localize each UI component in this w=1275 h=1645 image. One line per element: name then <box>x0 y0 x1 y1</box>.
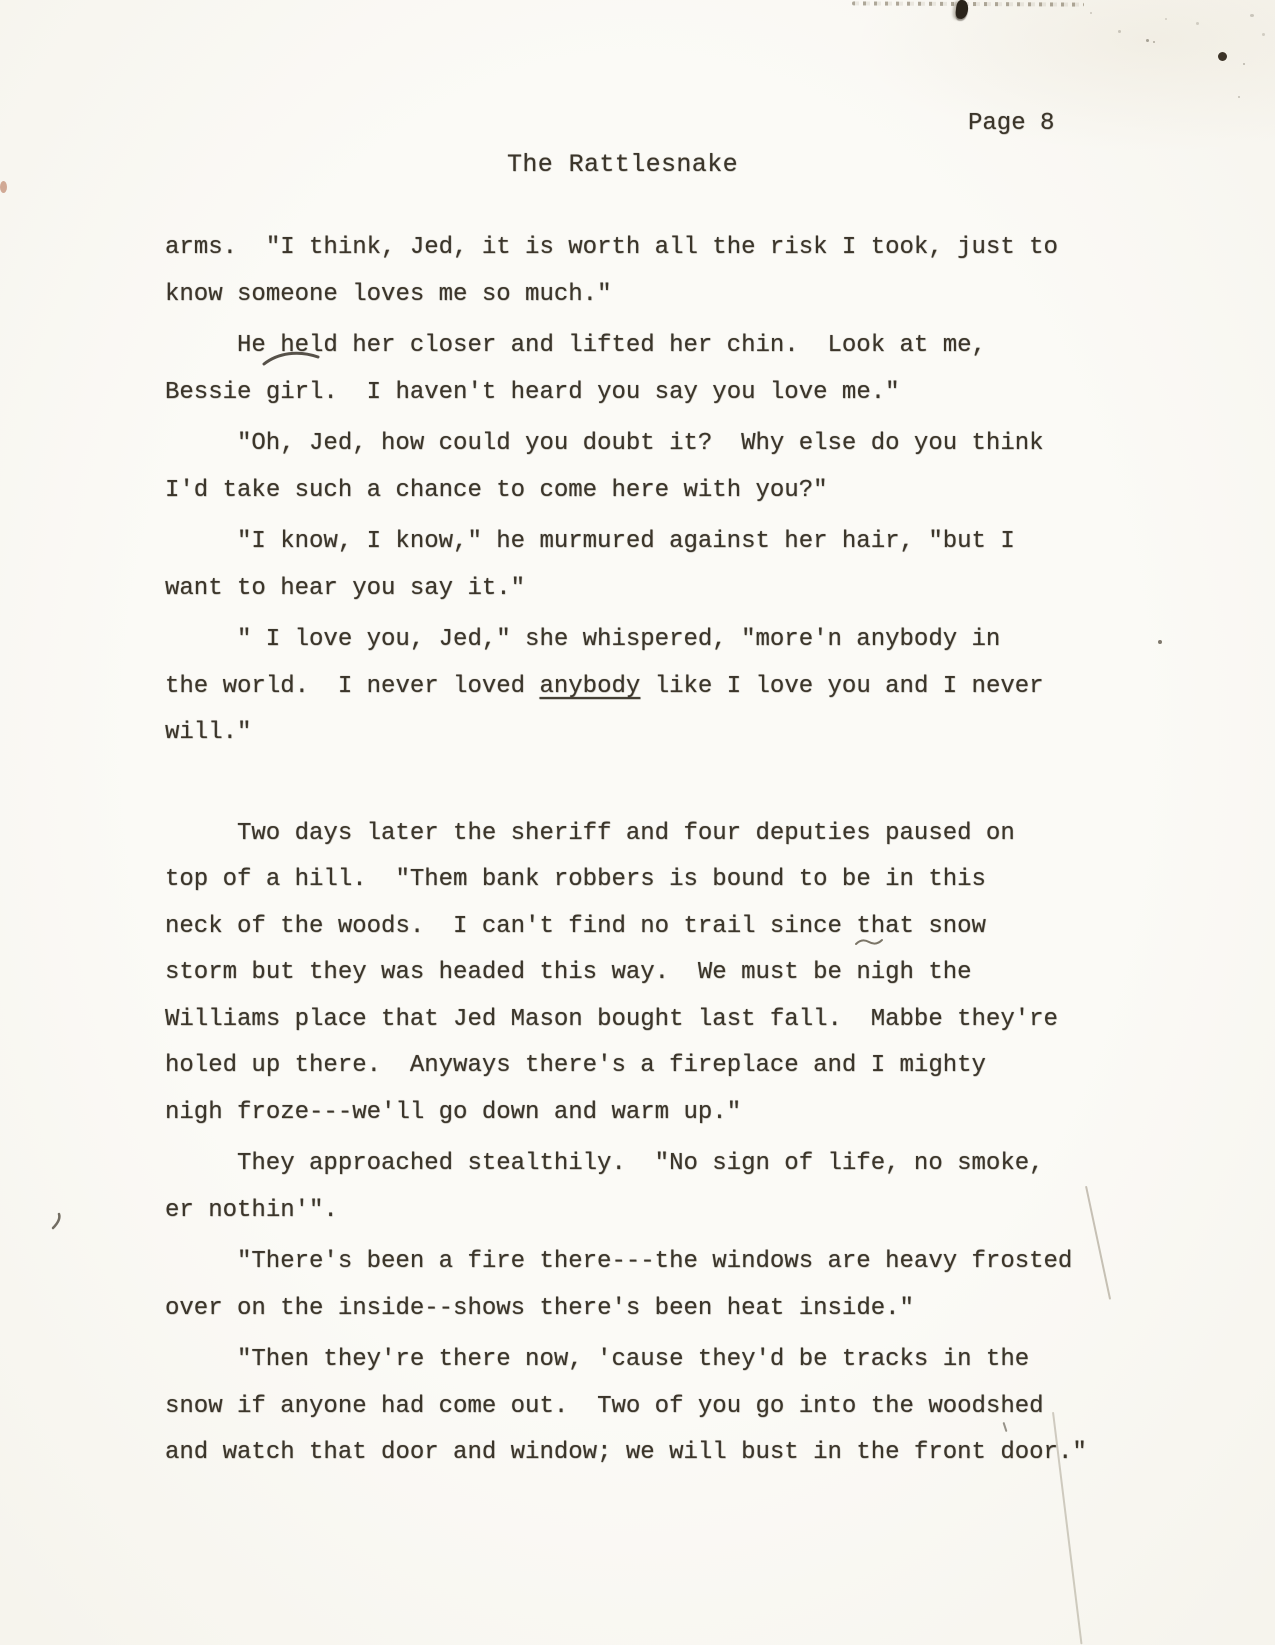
page-number: Page 8 <box>968 110 1055 137</box>
text-line: They approached stealthily. "No sign of life, no smoke, <box>237 1150 1044 1177</box>
text-line: storm but they was headed this way. We must be nigh the <box>165 959 972 986</box>
scan-scratch <box>1085 1186 1111 1300</box>
paper-speck <box>1165 18 1167 20</box>
text-line: "I know, I know," he murmured against her hair, "but I <box>237 528 1015 555</box>
underlined-word: anybody <box>539 672 641 700</box>
text-line: Williams place that Jed Mason bought last fall. Mabbe they're <box>165 1005 1058 1033</box>
paper-speck <box>1250 14 1254 17</box>
text-line: er nothin'". <box>165 1196 338 1224</box>
text-line: holed up there. Anyways there's a fireplace and I mighty <box>165 1052 986 1079</box>
paper-speck <box>1243 63 1245 65</box>
paper-speck <box>0 181 7 193</box>
text-line: arms. "I think, Jed, it is worth all the risk I took, just to <box>165 234 1058 261</box>
paragraph <box>165 1141 1087 1234</box>
paper-speck <box>1118 30 1121 33</box>
paper-speck <box>1090 12 1092 14</box>
text-line: Two days later the sheriff and four deputies paused on <box>237 819 1015 847</box>
paragraph <box>165 225 1087 318</box>
paper-speck <box>1146 39 1149 42</box>
text-line: snow if anyone had come out. Two of you go into the woodshed <box>165 1392 1044 1420</box>
text-line: and watch that door and window; we will bust in the front door." <box>165 1439 1087 1466</box>
text-line: "Oh, Jed, how could you doubt it? Why else do you think <box>237 430 1044 457</box>
text-line: "There's been a fire there---the windows are heavy frosted <box>237 1248 1073 1275</box>
text-line: nigh froze---we'll go down and warm up." <box>165 1098 742 1126</box>
paragraph <box>165 519 1087 612</box>
scan-smudge-line <box>852 1 1084 6</box>
paragraph <box>165 421 1087 514</box>
text-line: I'd take such a chance to come here with you?" <box>165 476 828 504</box>
text-segment: like I love you and I never <box>640 672 1044 700</box>
handwritten-comma-mark <box>50 1212 64 1230</box>
paper-speck <box>1218 52 1227 61</box>
paper-speck <box>1196 22 1199 25</box>
paragraph <box>165 811 1087 1137</box>
text-line: know someone loves me so much." <box>165 280 612 308</box>
text-line <box>165 664 1087 711</box>
document-title: The Rattlesnake <box>506 150 739 179</box>
text-line: over on the inside--shows there's been heat inside." <box>165 1294 914 1322</box>
text-line: Bessie girl. I haven't heard you say you love me." <box>165 378 900 406</box>
text-line: will." <box>165 719 252 746</box>
paragraph <box>165 617 1087 757</box>
text-line: neck of the woods. I can't find no trail since that snow <box>165 912 986 940</box>
paper-speck <box>1153 41 1155 43</box>
text-segment: the world. I never loved <box>165 672 540 700</box>
text-line: "Then they're there now, 'cause they'd be tracks in the <box>237 1346 1030 1373</box>
ink-blob <box>955 0 969 20</box>
paper-speck <box>1262 33 1265 36</box>
text-line: top of a hill. "Them bank robbers is bound to be in this <box>165 866 986 893</box>
text-line: want to hear you say it." <box>165 574 526 602</box>
paper-speck <box>1238 96 1240 98</box>
text-line: " I love you, Jed," she whispered, "more'n anybody in <box>237 626 1001 653</box>
paragraph <box>165 1239 1087 1332</box>
paragraph <box>165 323 1087 416</box>
paper-speck <box>1158 640 1162 644</box>
text-line: He held her closer and lifted her chin. Look at me, <box>237 332 986 359</box>
paragraph <box>165 1337 1087 1477</box>
document-body <box>165 225 1087 1477</box>
